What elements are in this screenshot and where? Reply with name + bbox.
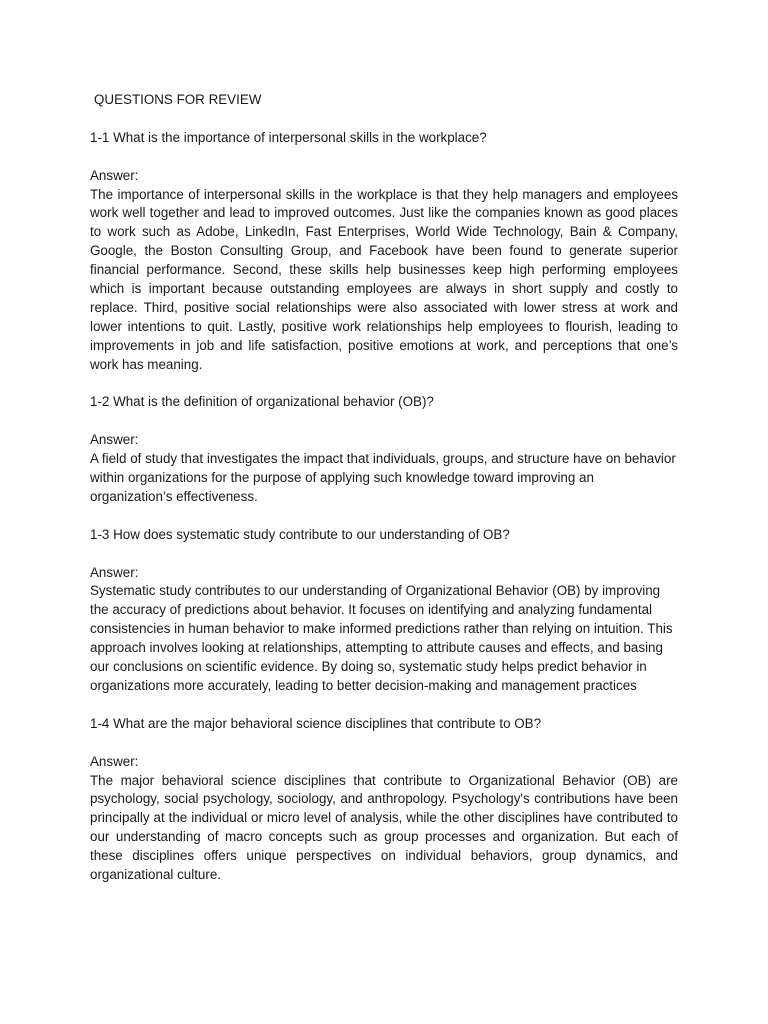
question-block-1 — [90, 129, 678, 375]
answer-text: A field of study that investigates the impact that individuals, groups, and structure have on behavior within organizations for the purpose of applying such knowledge toward improving an organization’s effectiveness. — [90, 451, 676, 504]
question-text: 1-2 What is the definition of organizational behavior (OB)? — [90, 394, 434, 410]
document-title: QUESTIONS FOR REVIEW — [94, 92, 262, 107]
answer-label: Answer: — [90, 564, 139, 580]
question-block-2 — [90, 393, 678, 506]
answer-label: Answer: — [90, 432, 139, 448]
answer-label: Answer: — [90, 753, 139, 769]
answer-text: Systematic study contributes to our understanding of Organizational Behavior (OB) by improving the accuracy of predictions about behavior. It focuses on identifying and analyzing fundamental consistencies in human behavior to make informed predictions rather than relying on intuition. This approach involves looking at relationships, attempting to attribute causes and effects, and basing our conclusions on scientific evidence. By doing so, systematic study helps predict behavior in organizations more accurately, leading to better decision-making and management practices — [90, 583, 673, 693]
question-text: 1-3 How does systematic study contribute to our understanding of OB? — [90, 526, 510, 542]
question-text: 1-4 What are the major behavioral science disciplines that contribute to OB? — [90, 715, 542, 731]
answer-text: The importance of interpersonal skills in the workplace is that they help managers and employees work well together and lead to improved outcomes. Just like the companies known as good places to work such as Adobe, LinkedIn, Fast Enterprises, World Wide Technology, Bain & Company, Google, the Boston Consulting Group, and Facebook have been found to generate superior financial performance. Second, these skills help businesses keep high performing employees which is important because outstanding employees are always in short supply and costly to replace. Third, positive social relationships were also associated with lower stress at work and lower intentions to quit. Lastly, positive work relationships help employees to flourish, leading to improvements in job and life satisfaction, positive emotions at work, and perceptions that one’s work has meaning. — [90, 186, 678, 372]
answer-text: The major behavioral science disciplines that contribute to Organizational Behavior (OB) are psychology, social psychology, sociology, and anthropology. Psychology's contributions have been principally at the individual or micro level of analysis, while the other disciplines have contributed to our understanding of macro concepts such as group processes and organization. But each of these disciplines offers unique perspectives on individual behaviors, group dynamics, and organizational culture. — [90, 772, 678, 883]
question-block-3 — [90, 526, 678, 696]
answer-label: Answer: — [90, 167, 139, 183]
document-page — [90, 91, 678, 885]
question-block-4 — [90, 715, 678, 885]
question-text: 1-1 What is the importance of interpersonal skills in the workplace? — [90, 129, 487, 145]
